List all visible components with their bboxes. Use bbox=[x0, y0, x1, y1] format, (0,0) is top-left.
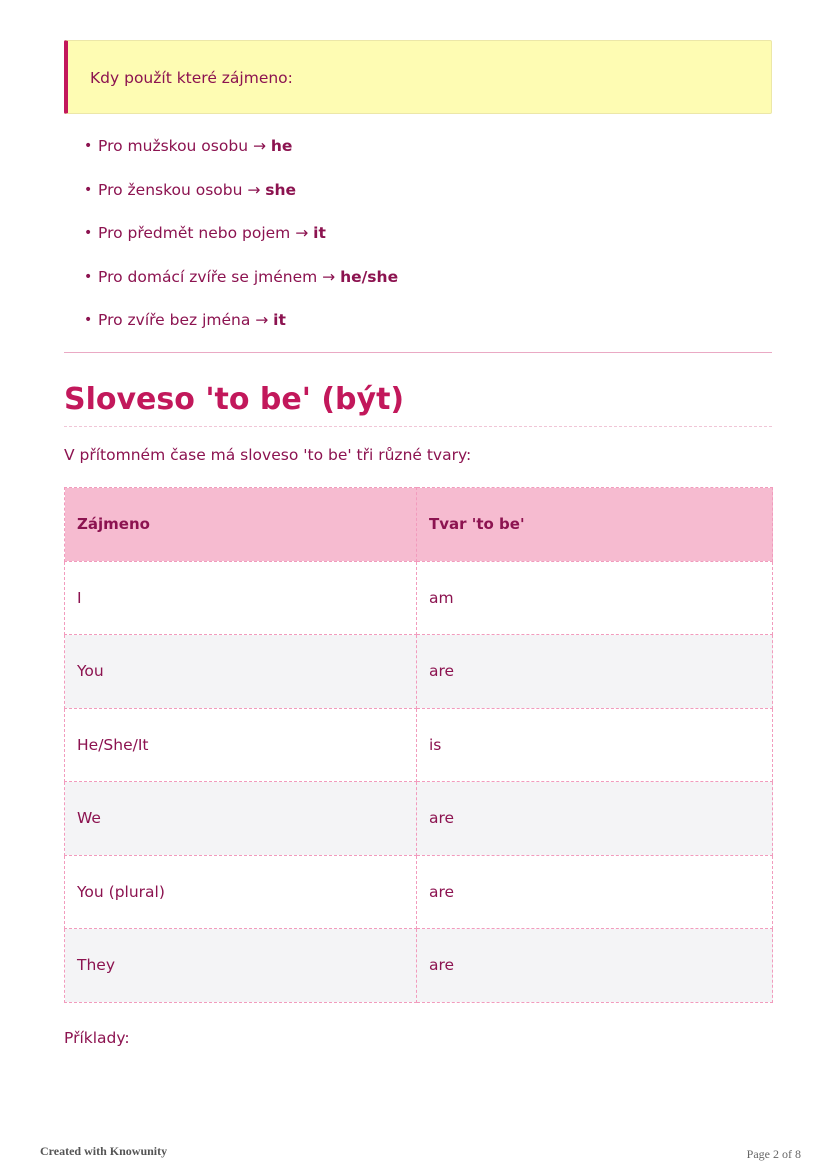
pronoun-usage-list bbox=[64, 126, 772, 344]
bullet-icon: • bbox=[84, 225, 93, 241]
bullet-icon: • bbox=[84, 138, 93, 154]
form-cell: am bbox=[417, 561, 773, 635]
pronoun-cell: You bbox=[65, 635, 417, 709]
list-item-pronoun: it bbox=[273, 311, 286, 329]
to-be-table bbox=[64, 487, 773, 1003]
pronoun-cell: He/She/It bbox=[65, 708, 417, 782]
callout-text: Kdy použít které zájmeno: bbox=[90, 69, 293, 87]
list-item-pronoun: she bbox=[265, 180, 297, 199]
form-cell: are bbox=[417, 782, 773, 856]
list-item-pronoun: it bbox=[313, 224, 326, 242]
list-item-pronoun: he/she bbox=[340, 267, 399, 286]
bullet-icon: • bbox=[84, 268, 93, 285]
pronoun-cell: You (plural) bbox=[65, 855, 417, 929]
form-cell: are bbox=[417, 855, 773, 929]
pronoun-cell: They bbox=[65, 929, 417, 1003]
section-title: Sloveso 'to be' (být) bbox=[64, 382, 405, 417]
list-item bbox=[64, 170, 772, 214]
list-item-text: Pro mužskou osobu → bbox=[98, 137, 271, 155]
section-divider bbox=[64, 352, 772, 353]
title-underline bbox=[64, 426, 772, 427]
list-item bbox=[64, 257, 772, 301]
footer-brand: Created with Knowunity bbox=[40, 1144, 168, 1158]
table-row bbox=[65, 855, 773, 929]
table-row bbox=[65, 561, 773, 635]
page-number: Page 2 of 8 bbox=[746, 1147, 801, 1161]
pronoun-cell: We bbox=[65, 782, 417, 856]
list-item-text: Pro ženskou osobu → bbox=[98, 180, 266, 199]
list-item bbox=[64, 126, 772, 170]
table-row bbox=[65, 708, 773, 782]
bullet-icon: • bbox=[84, 181, 93, 198]
column-header-form: Tvar 'to be' bbox=[417, 488, 773, 562]
list-item-text: Pro zvíře bez jména → bbox=[98, 311, 274, 329]
list-item bbox=[64, 300, 772, 344]
list-item-text: Pro domácí zvíře se jménem → bbox=[98, 267, 341, 286]
section-intro: V přítomném čase má sloveso 'to be' tři různé tvary: bbox=[64, 446, 472, 464]
table-header-row bbox=[65, 488, 773, 562]
callout-box bbox=[64, 40, 772, 114]
list-item-text: Pro předmět nebo pojem → bbox=[98, 224, 314, 242]
examples-label: Příklady: bbox=[64, 1029, 130, 1047]
form-cell: is bbox=[417, 708, 773, 782]
table-row bbox=[65, 635, 773, 709]
table-row bbox=[65, 782, 773, 856]
list-item bbox=[64, 213, 772, 257]
bullet-icon: • bbox=[84, 312, 93, 328]
list-item-pronoun: he bbox=[270, 137, 293, 155]
form-cell: are bbox=[417, 635, 773, 709]
column-header-pronoun: Zájmeno bbox=[65, 488, 417, 562]
table-row bbox=[65, 929, 773, 1003]
pronoun-cell: I bbox=[65, 561, 417, 635]
form-cell: are bbox=[417, 929, 773, 1003]
